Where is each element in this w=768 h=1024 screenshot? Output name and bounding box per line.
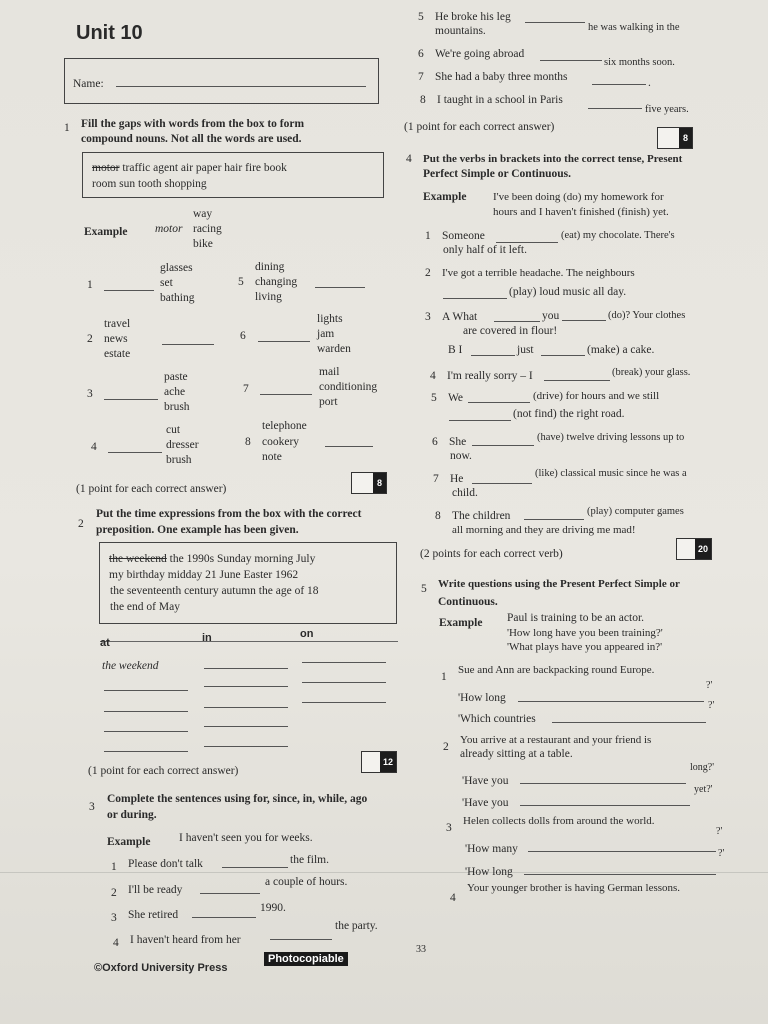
ex3-item-text: . [648,77,651,89]
ex5-item-text: already sitting at a table. [460,748,573,760]
ex1-item-word: port [319,396,338,408]
ex3-item-text: 1990. [260,902,286,914]
ex1-box-line-1 [92,162,287,174]
ex2-box-words-1: the 1990s Sunday morning July [169,553,316,565]
ex4-item-number: 3 [425,311,431,323]
ex5-answer-blank[interactable] [520,805,690,806]
ex1-instruction-1: Fill the gaps with words from the box to form [81,118,305,130]
ex5-item-number: 3 [446,822,452,834]
ex2-number: 2 [78,518,84,530]
ex2-answer-blank[interactable] [302,702,386,703]
ex4-item-text: (not find) the right road. [513,408,625,420]
ex1-item-word: note [262,451,282,463]
ex2-col-on: on [300,628,314,640]
ex2-instruction-1: Put the time expressions from the box with the correct [96,508,362,520]
ex3-item-text: She had a baby three months [435,71,568,83]
unit-title: Unit 10 [76,22,143,44]
ex2-answer-blank[interactable] [204,726,288,727]
ex1-answer-blank[interactable] [258,341,310,342]
ex4-item-text: you [542,310,560,322]
ex2-answer-blank[interactable] [204,686,288,687]
ex3-answer-blank[interactable] [270,939,332,940]
ex3-item-text: I'll be ready [128,884,183,896]
ex5-item-text: Sue and Ann are backpacking round Europe. [458,664,655,676]
ex4-answer-blank[interactable] [494,321,540,322]
ex1-item-word: cut [166,424,181,436]
ex1-item-word: dresser [166,439,199,451]
ex5-question-start: 'Have you [462,797,509,809]
ex3-item-number: 2 [111,887,117,899]
ex5-example-label: Example [439,617,483,629]
ex1-item-word: lights [317,313,343,325]
ex4-answer-blank[interactable] [471,355,515,356]
ex3-number: 3 [89,801,95,813]
ex5-item-text: Helen collects dolls from around the world. [463,815,655,827]
ex1-item-word: set [160,277,173,289]
photocopiable-label: Photocopiable [264,952,348,966]
ex4-item-text: (like) classical music since he was a [535,468,687,479]
ex1-answer-blank[interactable] [108,452,162,453]
ex4-example-label: Example [423,191,467,203]
ex3-item-text: he was walking in the [588,22,680,33]
ex2-answer-blank[interactable] [104,690,188,691]
ex3-answer-blank[interactable] [192,917,256,918]
name-field[interactable] [116,86,366,87]
ex3-item-number: 7 [418,71,424,83]
ex2-box-struck-word: the weekend [109,553,167,565]
ex4-item-text: I'm really sorry – I [447,370,533,382]
ex4-answer-blank[interactable] [472,483,532,484]
ex1-item-word: ache [164,386,186,398]
ex5-question-start: 'How many [465,843,518,855]
ex1-item-number: 7 [243,383,249,395]
ex2-col-in: in [202,632,212,644]
ex2-box-line-3: the seventeenth century autumn the age of 18 [110,585,319,597]
ex4-answer-blank[interactable] [544,380,610,381]
ex3-answer-blank[interactable] [588,108,642,109]
ex1-item-word: brush [164,401,190,413]
ex1-answer-blank[interactable] [104,399,158,400]
ex2-points: (1 point for each correct answer) [88,765,239,777]
ex5-item-number: 4 [450,892,456,904]
ex1-number: 1 [64,122,70,134]
ex4-item-text: She [449,436,467,448]
ex3-example-label: Example [107,836,151,848]
ex1-item-number: 8 [245,436,251,448]
ex4-item-number: 5 [431,392,437,404]
ex5-question-start: 'How long [458,692,506,704]
ex5-item-text: Your younger brother is having German lessons. [467,882,681,894]
ex5-answer-blank[interactable] [520,783,686,784]
ex4-item-text: He [450,473,464,485]
ex1-box-struck-word: motor [92,162,120,174]
ex4-item-text: We [448,392,464,404]
ex3-answer-blank[interactable] [525,22,585,23]
ex1-item-word: news [104,333,128,345]
publisher-credit: ©Oxford University Press [94,962,228,974]
ex1-instruction-2: compound nouns. Not all the words are used. [81,133,302,145]
ex4-item-number: 2 [425,267,431,279]
ex4-item-text: all morning and they are driving me mad! [452,524,636,536]
ex1-box-words-1: traffic agent air paper hair fire book [122,162,287,174]
ex1-item-number: 1 [87,279,93,291]
ex5-question-end: long?' [690,762,715,773]
ex1-item-word: bathing [160,292,195,304]
ex3-score: 8 [679,128,692,148]
ex4-item-text: B I [448,344,463,356]
ex1-item-number: 5 [238,276,244,288]
ex4-item-text: (break) your glass. [612,367,691,378]
ex5-example-line-2: 'How long have you been training?' [507,627,663,639]
ex2-answer-blank[interactable] [104,731,188,732]
ex4-item-text: only half of it left. [443,244,527,256]
ex1-answer-blank[interactable] [104,290,154,291]
ex5-item-text: You arrive at a restaurant and your friend is [460,734,652,746]
ex4-item-text: A What [442,311,478,323]
ex4-item-text: (play) computer games [587,506,684,517]
ex5-question-end: ?' [718,848,725,859]
ex1-item-word: brush [166,454,192,466]
ex1-item-number: 2 [87,333,93,345]
ex2-answer-blank[interactable] [302,682,386,683]
ex5-answer-blank[interactable] [518,701,704,702]
ex4-item-text: (play) loud music all day. [509,286,627,298]
ex1-answer-blank[interactable] [162,344,214,345]
ex1-answer-blank[interactable] [260,394,312,395]
ex4-item-text: The children [452,510,511,522]
ex1-points: (1 point for each correct answer) [76,483,227,495]
ex3-score-box [657,127,693,149]
ex5-question-end: ?' [708,700,715,711]
ex5-question-start: 'Which countries [458,713,536,725]
ex4-answer-blank[interactable] [443,298,507,299]
ex4-answer-blank[interactable] [496,242,558,243]
ex5-question-start: 'Have you [462,775,509,787]
ex4-item-number: 1 [425,230,431,242]
ex5-example-line-1: Paul is training to be an actor. [507,612,645,624]
ex5-answer-blank[interactable] [524,874,716,875]
ex4-answer-blank[interactable] [468,402,530,403]
ex5-answer-blank[interactable] [552,722,706,723]
ex3-points: (1 point for each correct answer) [404,121,555,133]
ex1-item-word: telephone [262,420,307,432]
ex4-example-line-1: I've been doing (do) my homework for [493,191,664,203]
ex1-box-line-2: room sun tooth shopping [92,178,207,190]
ex1-example-bot: bike [193,238,213,250]
ex1-item-word: estate [104,348,131,360]
ex4-answer-blank[interactable] [541,355,585,356]
ex3-item-number: 3 [111,912,117,924]
ex3-item-text: I haven't heard from her [130,934,241,946]
ex5-question-end: yet?' [694,784,713,795]
ex5-instruction-2: Continuous. [438,596,498,608]
ex3-item-number: 8 [420,94,426,106]
ex3-item-text: mountains. [435,25,486,37]
ex4-item-text: (have) twelve driving lessons up to [537,432,685,443]
ex1-item-word: jam [317,328,335,340]
ex2-box-line-1 [109,553,315,565]
ex4-item-number: 4 [430,370,436,382]
ex5-question-end: ?' [716,826,723,837]
ex3-answer-blank[interactable] [540,60,602,61]
ex1-item-word: paste [164,371,188,383]
ex3-item-text: six months soon. [604,57,675,68]
ex4-item-text: are covered in flour! [463,325,558,337]
ex2-answer-blank[interactable] [104,711,188,712]
ex4-instruction-2: Perfect Simple or Continuous. [423,168,572,180]
ex1-score: 8 [373,473,386,493]
ex4-item-number: 7 [433,473,439,485]
ex4-score-box [676,538,712,560]
ex4-item-number: 6 [432,436,438,448]
ex3-item-number: 6 [418,48,424,60]
ex4-item-text: Someone [442,230,485,242]
ex1-item-word: changing [255,276,298,288]
name-box [64,58,379,104]
ex4-item-number: 8 [435,510,441,522]
ex3-item-number: 4 [113,937,119,949]
ex1-item-word: glasses [160,262,193,274]
ex3-instruction-1: Complete the sentences using for, since, in, while, ago [107,793,368,805]
ex2-box-line-2: my birthday midday 21 June Easter 1962 [109,569,299,581]
ex5-instruction-1: Write questions using the Present Perfect Simple or [438,578,680,590]
ex1-item-number: 6 [240,330,246,342]
ex3-item-text: I taught in a school in Paris [437,94,563,106]
ex1-example-top: way [193,208,213,220]
ex5-number: 5 [421,583,427,595]
ex2-score-box [361,751,397,773]
ex2-answer-blank[interactable] [104,751,188,752]
ex4-number: 4 [406,153,412,165]
ex1-item-word: warden [317,343,351,355]
ex2-box-line-4: the end of May [110,601,180,613]
ex1-word-box [82,152,384,198]
ex4-answer-blank[interactable] [524,519,584,520]
ex4-item-text: child. [452,487,478,499]
ex1-item-word: cookery [262,436,300,448]
ex2-answer-blank[interactable] [302,662,386,663]
ex1-score-box [351,472,387,494]
ex1-answer-blank[interactable] [325,446,373,447]
ex4-example-line-2: hours and I haven't finished (finish) yet. [493,206,669,218]
ex5-item-number: 2 [443,741,449,753]
ex3-item-text: the party. [335,920,378,932]
ex1-item-number: 3 [87,388,93,400]
ex3-item-text: She retired [128,909,179,921]
ex3-item-text: a couple of hours. [265,876,348,888]
ex4-answer-blank[interactable] [449,420,511,421]
ex3-answer-blank[interactable] [200,893,260,894]
ex3-item-text: We're going abroad [435,48,525,60]
ex3-item-text: the film. [290,854,329,866]
ex4-answer-blank[interactable] [472,445,534,446]
ex3-instruction-2: or during. [107,809,157,821]
ex5-question-start: 'How long [465,866,513,878]
ex3-item-text: Please don't talk [128,858,203,870]
ex3-item-number: 1 [111,861,117,873]
name-label: Name: [73,78,104,90]
ex1-item-word: living [255,291,282,303]
ex4-item-text: (drive) for hours and we still [533,390,660,402]
ex4-item-text: now. [450,450,472,462]
ex4-item-text: (make) a cake. [587,344,655,356]
photocopiable-badge [264,949,348,967]
ex3-item-text: five years. [645,104,689,115]
ex1-answer-blank[interactable] [315,287,365,288]
ex1-item-word: travel [104,318,131,330]
ex2-example-entry: the weekend [102,660,159,672]
ex4-instruction-1: Put the verbs in brackets into the correct tense, Present [423,153,683,165]
ex4-answer-blank[interactable] [562,320,606,321]
ex1-example-mid: racing [193,223,222,235]
ex3-answer-blank[interactable] [222,867,288,868]
ex1-example-word: motor [155,223,183,235]
ex2-answer-blank[interactable] [204,668,288,669]
ex1-item-word: mail [319,366,340,378]
ex4-item-text: (do)? Your clothes [608,310,686,321]
ex3-item-text: He broke his leg [435,11,511,23]
ex5-item-number: 1 [441,671,447,683]
ex2-instruction-2: preposition. One example has been given. [96,524,299,536]
ex3-item-number: 5 [418,11,424,23]
ex1-example-label: Example [84,226,128,238]
ex4-item-text: I've got a terrible headache. The neighbours [442,267,635,279]
ex5-answer-blank[interactable] [528,851,716,852]
ex2-table-header-rule [100,641,398,642]
ex2-answer-blank[interactable] [204,746,288,747]
ex3-example-text: I haven't seen you for weeks. [179,832,313,844]
ex3-answer-blank[interactable] [592,84,646,85]
ex4-item-text: (eat) my chocolate. There's [561,230,675,241]
ex5-example-line-3: 'What plays have you appeared in?' [507,641,663,653]
ex2-col-at: at [100,637,110,649]
ex1-item-word: dining [255,261,285,273]
ex4-score: 20 [695,539,711,559]
ex4-item-text: just [517,344,534,356]
ex2-score: 12 [380,752,396,772]
ex1-item-word: conditioning [319,381,378,393]
ex4-points: (2 points for each correct verb) [420,548,563,560]
ex1-item-number: 4 [91,441,97,453]
ex2-answer-blank[interactable] [204,707,288,708]
ex5-question-end: ?' [706,680,713,691]
page-number: 33 [416,944,426,955]
